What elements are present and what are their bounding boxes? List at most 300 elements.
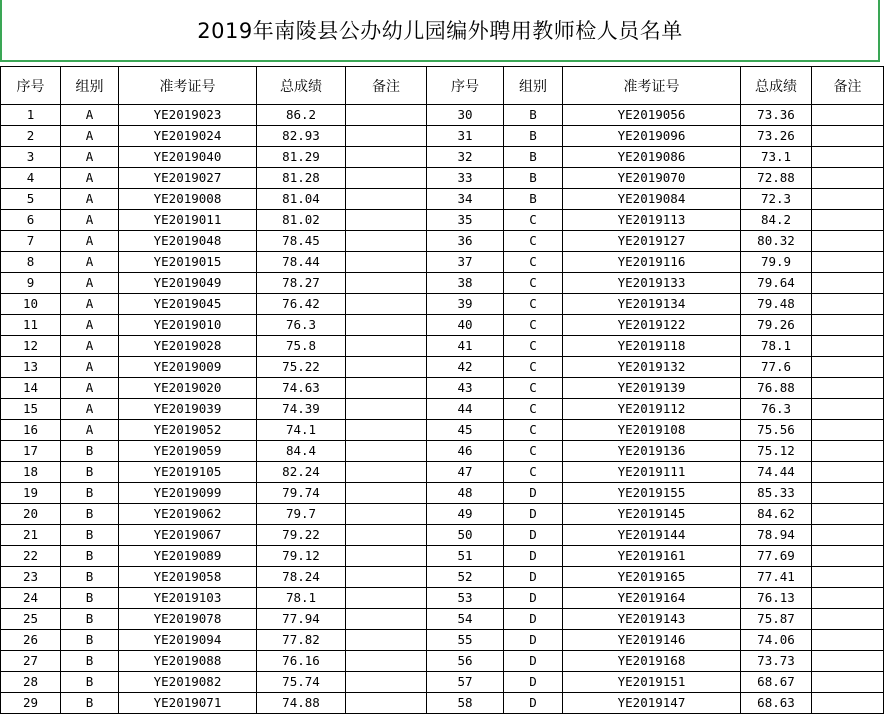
table-cell[interactable]: D [504, 567, 563, 588]
table-cell[interactable] [812, 315, 884, 336]
table-cell[interactable]: 11 [1, 315, 61, 336]
table-cell[interactable] [346, 672, 427, 693]
table-cell[interactable]: 33 [427, 168, 504, 189]
table-cell[interactable]: 32 [427, 147, 504, 168]
table-cell[interactable]: 26 [1, 630, 61, 651]
table-cell[interactable]: B [504, 126, 563, 147]
table-cell[interactable]: 19 [1, 483, 61, 504]
table-cell[interactable]: 77.6 [741, 357, 812, 378]
table-cell[interactable]: 43 [427, 378, 504, 399]
table-cell[interactable]: YE2019010 [119, 315, 257, 336]
table-cell[interactable]: 53 [427, 588, 504, 609]
table-cell[interactable]: YE2019015 [119, 252, 257, 273]
table-cell[interactable]: 4 [1, 168, 61, 189]
table-cell[interactable]: 3 [1, 147, 61, 168]
table-cell[interactable]: D [504, 504, 563, 525]
table-cell[interactable]: YE2019103 [119, 588, 257, 609]
table-cell[interactable] [346, 273, 427, 294]
table-cell[interactable]: 68.63 [741, 693, 812, 714]
table-cell[interactable]: A [61, 189, 119, 210]
table-cell[interactable]: 75.12 [741, 441, 812, 462]
table-cell[interactable]: 76.13 [741, 588, 812, 609]
table-cell[interactable]: D [504, 630, 563, 651]
table-cell[interactable]: 76.3 [741, 399, 812, 420]
table-cell[interactable] [812, 651, 884, 672]
table-cell[interactable]: 77.69 [741, 546, 812, 567]
table-cell[interactable]: 51 [427, 546, 504, 567]
table-cell[interactable]: 50 [427, 525, 504, 546]
table-cell[interactable]: D [504, 672, 563, 693]
table-cell[interactable] [346, 483, 427, 504]
header-cell[interactable]: 准考证号 [563, 67, 741, 105]
table-cell[interactable] [346, 231, 427, 252]
table-cell[interactable]: 37 [427, 252, 504, 273]
table-cell[interactable]: YE2019143 [563, 609, 741, 630]
table-cell[interactable]: 79.26 [741, 315, 812, 336]
table-cell[interactable] [346, 609, 427, 630]
table-cell[interactable]: YE2019122 [563, 315, 741, 336]
table-cell[interactable]: 78.24 [257, 567, 346, 588]
table-cell[interactable]: YE2019132 [563, 357, 741, 378]
table-cell[interactable]: 78.1 [257, 588, 346, 609]
table-cell[interactable] [812, 126, 884, 147]
table-cell[interactable] [346, 462, 427, 483]
table-cell[interactable]: 79.9 [741, 252, 812, 273]
table-cell[interactable]: YE2019040 [119, 147, 257, 168]
table-cell[interactable] [812, 399, 884, 420]
table-cell[interactable]: 6 [1, 210, 61, 231]
table-cell[interactable]: D [504, 483, 563, 504]
table-cell[interactable]: YE2019084 [563, 189, 741, 210]
table-cell[interactable]: 29 [1, 693, 61, 714]
table-cell[interactable]: 78.1 [741, 336, 812, 357]
title-cell[interactable] [0, 0, 880, 62]
table-cell[interactable]: C [504, 294, 563, 315]
table-cell[interactable]: YE2019086 [563, 147, 741, 168]
table-cell[interactable]: A [61, 378, 119, 399]
table-cell[interactable]: A [61, 420, 119, 441]
table-cell[interactable] [812, 567, 884, 588]
table-cell[interactable]: YE2019151 [563, 672, 741, 693]
table-cell[interactable]: 85.33 [741, 483, 812, 504]
table-cell[interactable]: 46 [427, 441, 504, 462]
table-cell[interactable]: 75.74 [257, 672, 346, 693]
table-cell[interactable]: YE2019078 [119, 609, 257, 630]
table-cell[interactable]: 82.93 [257, 126, 346, 147]
table-cell[interactable]: YE2019048 [119, 231, 257, 252]
table-cell[interactable]: 81.28 [257, 168, 346, 189]
table-cell[interactable]: B [61, 588, 119, 609]
table-cell[interactable] [812, 504, 884, 525]
table-cell[interactable]: 82.24 [257, 462, 346, 483]
table-cell[interactable]: YE2019049 [119, 273, 257, 294]
table-cell[interactable]: B [61, 483, 119, 504]
table-cell[interactable]: A [61, 105, 119, 126]
table-cell[interactable]: YE2019011 [119, 210, 257, 231]
table-cell[interactable] [812, 294, 884, 315]
table-cell[interactable]: A [61, 273, 119, 294]
table-cell[interactable]: 1 [1, 105, 61, 126]
table-cell[interactable]: B [61, 630, 119, 651]
table-cell[interactable]: 28 [1, 672, 61, 693]
table-cell[interactable]: YE2019105 [119, 462, 257, 483]
table-cell[interactable] [812, 336, 884, 357]
table-cell[interactable]: 79.64 [741, 273, 812, 294]
table-cell[interactable]: B [504, 105, 563, 126]
table-cell[interactable]: YE2019023 [119, 105, 257, 126]
table-cell[interactable]: C [504, 378, 563, 399]
table-cell[interactable]: C [504, 315, 563, 336]
table-cell[interactable] [812, 273, 884, 294]
table-cell[interactable]: 7 [1, 231, 61, 252]
table-cell[interactable]: D [504, 525, 563, 546]
table-cell[interactable]: YE2019127 [563, 231, 741, 252]
table-cell[interactable]: 56 [427, 651, 504, 672]
table-cell[interactable]: 25 [1, 609, 61, 630]
table-cell[interactable]: 24 [1, 588, 61, 609]
table-cell[interactable]: YE2019168 [563, 651, 741, 672]
table-cell[interactable] [812, 441, 884, 462]
table-cell[interactable]: 81.02 [257, 210, 346, 231]
table-cell[interactable]: YE2019088 [119, 651, 257, 672]
table-cell[interactable]: 44 [427, 399, 504, 420]
table-cell[interactable]: 81.04 [257, 189, 346, 210]
table-cell[interactable] [346, 105, 427, 126]
table-cell[interactable]: C [504, 441, 563, 462]
table-cell[interactable]: 81.29 [257, 147, 346, 168]
table-cell[interactable]: YE2019028 [119, 336, 257, 357]
table-cell[interactable]: YE2019058 [119, 567, 257, 588]
table-cell[interactable] [812, 147, 884, 168]
table-cell[interactable]: YE2019059 [119, 441, 257, 462]
table-cell[interactable]: 80.32 [741, 231, 812, 252]
table-cell[interactable]: 41 [427, 336, 504, 357]
table-cell[interactable]: YE2019052 [119, 420, 257, 441]
table-cell[interactable]: C [504, 252, 563, 273]
table-cell[interactable]: 73.26 [741, 126, 812, 147]
table-cell[interactable] [812, 378, 884, 399]
table-cell[interactable] [346, 546, 427, 567]
table-cell[interactable]: YE2019056 [563, 105, 741, 126]
table-cell[interactable]: YE2019113 [563, 210, 741, 231]
table-cell[interactable]: 14 [1, 378, 61, 399]
table-cell[interactable]: 79.7 [257, 504, 346, 525]
table-cell[interactable] [346, 441, 427, 462]
table-cell[interactable]: B [504, 147, 563, 168]
table-cell[interactable]: B [61, 441, 119, 462]
table-cell[interactable]: B [504, 168, 563, 189]
table-cell[interactable]: C [504, 357, 563, 378]
table-cell[interactable]: 84.4 [257, 441, 346, 462]
table-cell[interactable]: 74.63 [257, 378, 346, 399]
table-cell[interactable]: 5 [1, 189, 61, 210]
table-cell[interactable]: 74.88 [257, 693, 346, 714]
header-cell[interactable]: 总成绩 [741, 67, 812, 105]
table-cell[interactable]: 30 [427, 105, 504, 126]
table-cell[interactable]: 76.88 [741, 378, 812, 399]
table-cell[interactable] [346, 420, 427, 441]
table-cell[interactable]: 77.94 [257, 609, 346, 630]
table-cell[interactable] [346, 315, 427, 336]
table-cell[interactable] [346, 630, 427, 651]
table-cell[interactable]: B [61, 525, 119, 546]
table-cell[interactable]: YE2019111 [563, 462, 741, 483]
table-cell[interactable]: YE2019136 [563, 441, 741, 462]
table-cell[interactable]: A [61, 315, 119, 336]
table-cell[interactable]: C [504, 336, 563, 357]
header-cell[interactable]: 备注 [812, 67, 884, 105]
table-cell[interactable] [346, 588, 427, 609]
table-cell[interactable]: 27 [1, 651, 61, 672]
header-cell[interactable]: 序号 [427, 67, 504, 105]
table-cell[interactable]: A [61, 252, 119, 273]
table-cell[interactable]: C [504, 231, 563, 252]
table-cell[interactable] [346, 357, 427, 378]
table-cell[interactable]: YE2019165 [563, 567, 741, 588]
table-cell[interactable]: YE2019164 [563, 588, 741, 609]
table-cell[interactable]: YE2019144 [563, 525, 741, 546]
table-cell[interactable]: 77.82 [257, 630, 346, 651]
table-cell[interactable]: YE2019133 [563, 273, 741, 294]
table-cell[interactable]: 23 [1, 567, 61, 588]
table-cell[interactable]: YE2019094 [119, 630, 257, 651]
table-cell[interactable]: 45 [427, 420, 504, 441]
table-cell[interactable] [346, 126, 427, 147]
table-cell[interactable] [812, 252, 884, 273]
table-cell[interactable]: YE2019118 [563, 336, 741, 357]
table-cell[interactable] [812, 189, 884, 210]
table-cell[interactable]: 78.44 [257, 252, 346, 273]
table-cell[interactable]: 72.3 [741, 189, 812, 210]
table-cell[interactable]: 78.94 [741, 525, 812, 546]
table-cell[interactable]: D [504, 546, 563, 567]
header-cell[interactable]: 备注 [346, 67, 427, 105]
table-cell[interactable] [346, 189, 427, 210]
table-cell[interactable]: 84.62 [741, 504, 812, 525]
table-cell[interactable]: YE2019009 [119, 357, 257, 378]
table-cell[interactable]: YE2019145 [563, 504, 741, 525]
table-cell[interactable]: B [61, 651, 119, 672]
table-cell[interactable]: 10 [1, 294, 61, 315]
table-cell[interactable] [346, 336, 427, 357]
header-cell[interactable]: 组别 [504, 67, 563, 105]
table-cell[interactable]: 36 [427, 231, 504, 252]
table-cell[interactable]: YE2019139 [563, 378, 741, 399]
table-cell[interactable]: 79.22 [257, 525, 346, 546]
table-cell[interactable]: B [61, 546, 119, 567]
table-cell[interactable]: YE2019039 [119, 399, 257, 420]
table-cell[interactable]: 75.8 [257, 336, 346, 357]
table-cell[interactable]: YE2019067 [119, 525, 257, 546]
table-cell[interactable]: 74.1 [257, 420, 346, 441]
table-cell[interactable]: 57 [427, 672, 504, 693]
table-cell[interactable] [812, 357, 884, 378]
table-cell[interactable]: 48 [427, 483, 504, 504]
table-cell[interactable] [346, 147, 427, 168]
table-cell[interactable]: B [61, 609, 119, 630]
table-cell[interactable] [812, 525, 884, 546]
table-cell[interactable]: C [504, 210, 563, 231]
table-cell[interactable]: A [61, 357, 119, 378]
table-cell[interactable]: 34 [427, 189, 504, 210]
table-cell[interactable]: 52 [427, 567, 504, 588]
table-cell[interactable]: 75.56 [741, 420, 812, 441]
table-cell[interactable] [812, 483, 884, 504]
table-cell[interactable]: 42 [427, 357, 504, 378]
table-cell[interactable]: 13 [1, 357, 61, 378]
table-cell[interactable] [812, 420, 884, 441]
table-cell[interactable]: A [61, 294, 119, 315]
table-cell[interactable]: A [61, 210, 119, 231]
table-cell[interactable]: YE2019161 [563, 546, 741, 567]
table-cell[interactable]: 73.1 [741, 147, 812, 168]
table-cell[interactable]: YE2019027 [119, 168, 257, 189]
table-cell[interactable]: 38 [427, 273, 504, 294]
table-cell[interactable]: 20 [1, 504, 61, 525]
table-cell[interactable]: 77.41 [741, 567, 812, 588]
header-cell[interactable]: 序号 [1, 67, 61, 105]
table-cell[interactable]: B [61, 672, 119, 693]
table-cell[interactable] [812, 546, 884, 567]
table-cell[interactable] [346, 378, 427, 399]
table-cell[interactable]: 40 [427, 315, 504, 336]
table-cell[interactable] [346, 651, 427, 672]
table-cell[interactable]: D [504, 588, 563, 609]
table-cell[interactable]: A [61, 147, 119, 168]
table-cell[interactable]: 68.67 [741, 672, 812, 693]
table-cell[interactable]: YE2019062 [119, 504, 257, 525]
table-cell[interactable]: C [504, 420, 563, 441]
table-cell[interactable]: 76.3 [257, 315, 346, 336]
table-cell[interactable] [812, 693, 884, 714]
table-cell[interactable]: YE2019146 [563, 630, 741, 651]
table-cell[interactable]: 22 [1, 546, 61, 567]
table-cell[interactable]: A [61, 126, 119, 147]
table-cell[interactable]: 58 [427, 693, 504, 714]
table-cell[interactable]: 47 [427, 462, 504, 483]
table-cell[interactable]: 73.36 [741, 105, 812, 126]
table-cell[interactable]: YE2019108 [563, 420, 741, 441]
table-cell[interactable] [346, 210, 427, 231]
table-cell[interactable]: 54 [427, 609, 504, 630]
table-cell[interactable] [812, 462, 884, 483]
table-cell[interactable]: YE2019116 [563, 252, 741, 273]
table-cell[interactable]: A [61, 336, 119, 357]
table-cell[interactable]: 8 [1, 252, 61, 273]
table-cell[interactable] [346, 294, 427, 315]
table-cell[interactable]: 76.42 [257, 294, 346, 315]
table-cell[interactable] [812, 231, 884, 252]
table-cell[interactable]: YE2019020 [119, 378, 257, 399]
table-cell[interactable]: C [504, 273, 563, 294]
table-cell[interactable]: D [504, 651, 563, 672]
header-cell[interactable]: 组别 [61, 67, 119, 105]
table-cell[interactable]: B [61, 693, 119, 714]
table-cell[interactable]: 75.22 [257, 357, 346, 378]
table-cell[interactable] [346, 168, 427, 189]
table-cell[interactable]: YE2019099 [119, 483, 257, 504]
table-cell[interactable]: 76.16 [257, 651, 346, 672]
table-cell[interactable]: A [61, 399, 119, 420]
table-cell[interactable]: D [504, 609, 563, 630]
table-cell[interactable]: 78.45 [257, 231, 346, 252]
table-cell[interactable]: 21 [1, 525, 61, 546]
table-cell[interactable]: 72.88 [741, 168, 812, 189]
table-cell[interactable]: B [504, 189, 563, 210]
table-cell[interactable]: 79.74 [257, 483, 346, 504]
table-cell[interactable]: YE2019147 [563, 693, 741, 714]
table-cell[interactable]: 79.48 [741, 294, 812, 315]
table-cell[interactable] [812, 105, 884, 126]
table-cell[interactable] [346, 693, 427, 714]
table-cell[interactable]: 18 [1, 462, 61, 483]
table-cell[interactable] [346, 252, 427, 273]
table-cell[interactable]: YE2019071 [119, 693, 257, 714]
table-cell[interactable]: 74.39 [257, 399, 346, 420]
table-cell[interactable]: 86.2 [257, 105, 346, 126]
table-cell[interactable]: YE2019070 [563, 168, 741, 189]
table-cell[interactable]: B [61, 504, 119, 525]
table-cell[interactable]: YE2019155 [563, 483, 741, 504]
table-cell[interactable]: 39 [427, 294, 504, 315]
table-cell[interactable] [812, 609, 884, 630]
table-cell[interactable]: A [61, 231, 119, 252]
table-cell[interactable] [346, 399, 427, 420]
header-cell[interactable]: 准考证号 [119, 67, 257, 105]
table-cell[interactable]: 31 [427, 126, 504, 147]
table-cell[interactable]: YE2019112 [563, 399, 741, 420]
table-cell[interactable]: B [61, 567, 119, 588]
table-cell[interactable]: 78.27 [257, 273, 346, 294]
table-cell[interactable] [346, 567, 427, 588]
table-cell[interactable]: C [504, 399, 563, 420]
table-cell[interactable]: 74.44 [741, 462, 812, 483]
table-cell[interactable] [812, 630, 884, 651]
table-cell[interactable]: YE2019134 [563, 294, 741, 315]
table-cell[interactable]: C [504, 462, 563, 483]
table-cell[interactable] [812, 588, 884, 609]
table-cell[interactable]: B [61, 462, 119, 483]
table-cell[interactable]: 74.06 [741, 630, 812, 651]
table-cell[interactable]: 35 [427, 210, 504, 231]
table-cell[interactable]: 84.2 [741, 210, 812, 231]
table-cell[interactable]: 9 [1, 273, 61, 294]
table-cell[interactable]: 12 [1, 336, 61, 357]
table-cell[interactable]: D [504, 693, 563, 714]
table-cell[interactable]: 2 [1, 126, 61, 147]
table-cell[interactable]: 75.87 [741, 609, 812, 630]
table-cell[interactable] [346, 504, 427, 525]
table-cell[interactable]: YE2019045 [119, 294, 257, 315]
table-cell[interactable]: A [61, 168, 119, 189]
table-cell[interactable]: 15 [1, 399, 61, 420]
table-cell[interactable] [812, 168, 884, 189]
table-cell[interactable]: YE2019008 [119, 189, 257, 210]
table-cell[interactable] [812, 210, 884, 231]
table-cell[interactable]: YE2019089 [119, 546, 257, 567]
table-cell[interactable]: 73.73 [741, 651, 812, 672]
table-cell[interactable]: YE2019082 [119, 672, 257, 693]
table-cell[interactable] [346, 525, 427, 546]
table-cell[interactable]: YE2019024 [119, 126, 257, 147]
table-cell[interactable]: 79.12 [257, 546, 346, 567]
table-cell[interactable]: 17 [1, 441, 61, 462]
table-cell[interactable]: 16 [1, 420, 61, 441]
header-cell[interactable]: 总成绩 [257, 67, 346, 105]
table-cell[interactable]: 55 [427, 630, 504, 651]
table-cell[interactable]: YE2019096 [563, 126, 741, 147]
table-cell[interactable] [812, 672, 884, 693]
